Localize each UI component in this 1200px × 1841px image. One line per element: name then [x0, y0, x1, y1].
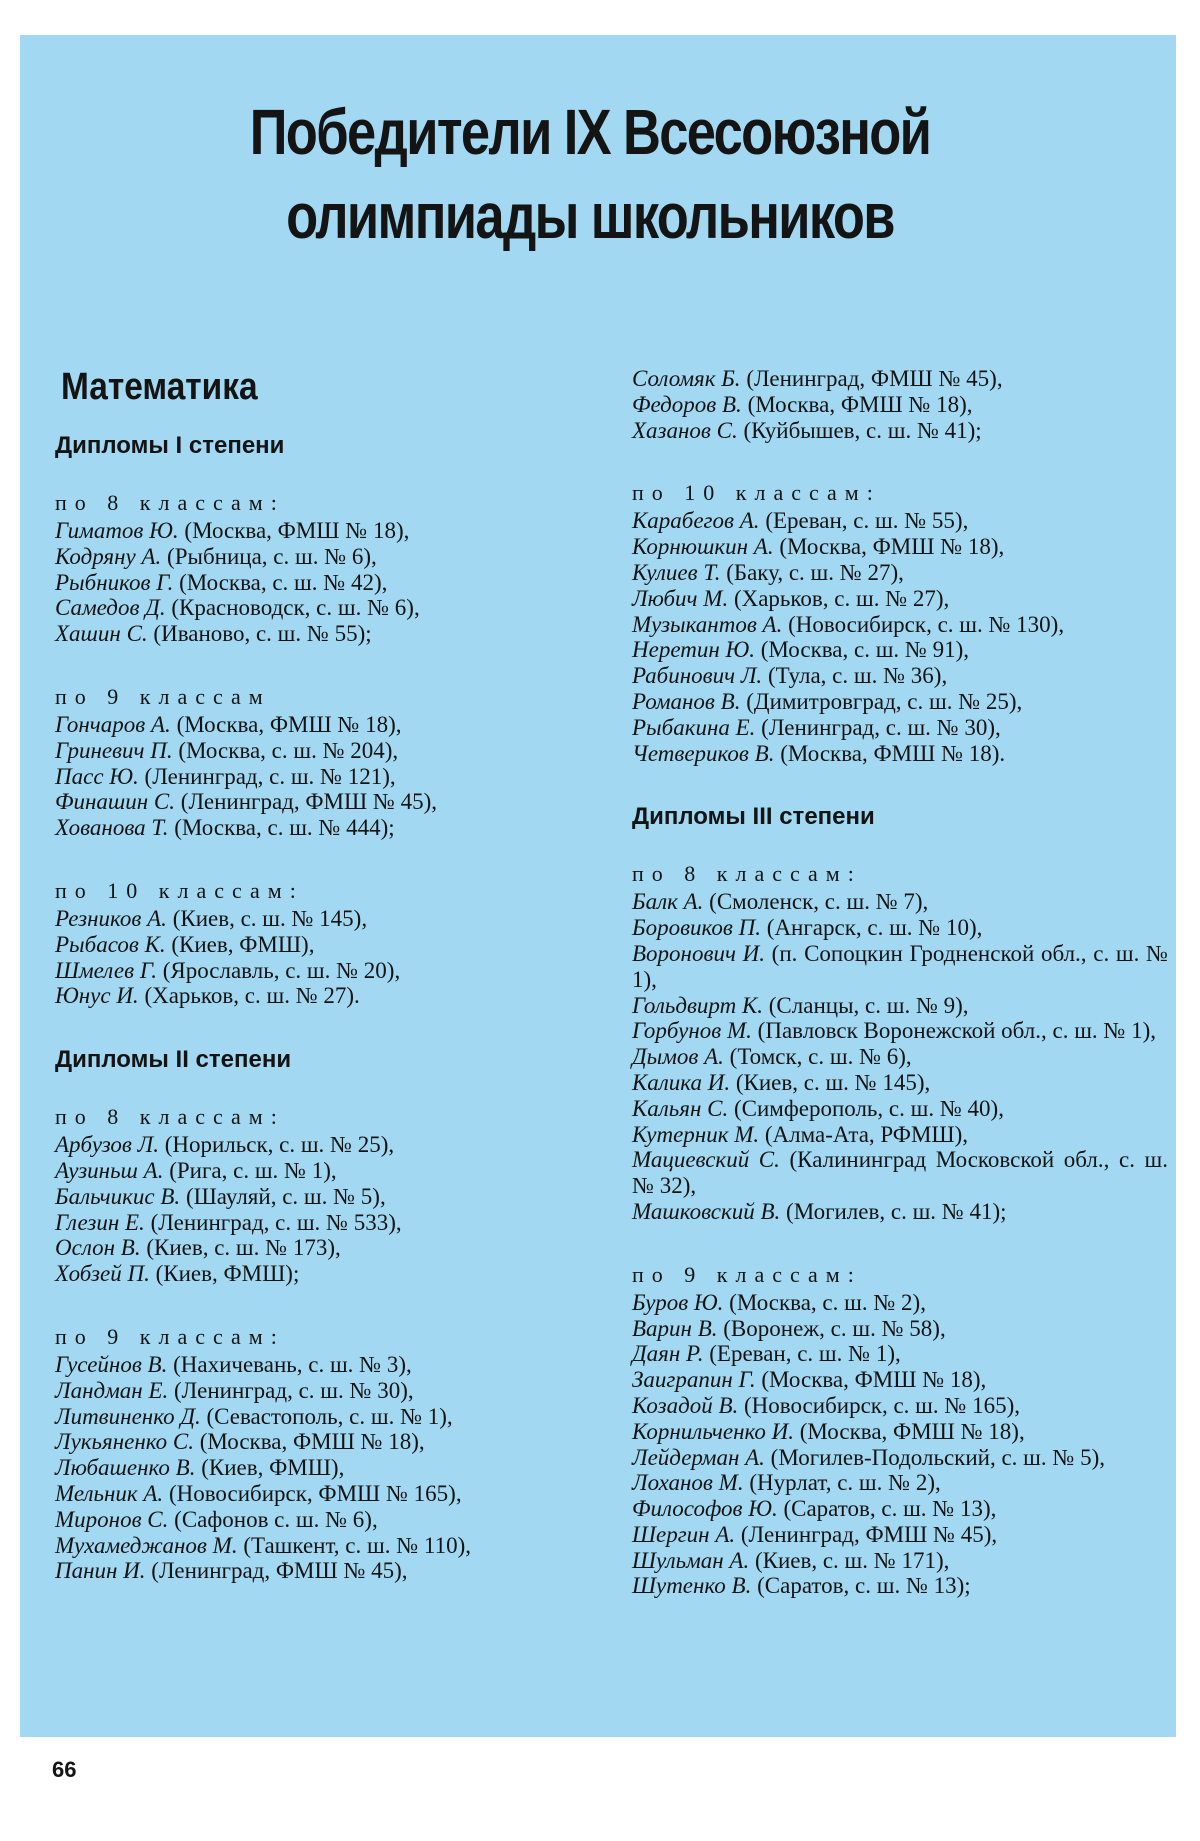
winner-entry — [55, 983, 595, 1009]
winner-entry — [632, 663, 1168, 689]
winner-entry — [632, 1290, 1168, 1316]
class-heading: по 10 классам: — [632, 480, 881, 506]
winner-name: Юнус И. — [55, 983, 139, 1009]
winner-name: Лукьяненко С. — [55, 1429, 194, 1455]
winner-name: Корнильченко И. — [632, 1418, 795, 1444]
winner-name: Федоров В. — [632, 391, 742, 417]
winner-name: Гусейнов В. — [55, 1351, 168, 1377]
left-column — [55, 365, 595, 1620]
winner-name: Гольдвирт К. — [632, 992, 764, 1018]
winner-name: Гиматов Ю. — [55, 518, 179, 543]
winner-school: (Москва, ФМШ № 18), — [747, 391, 973, 417]
winner-school: (Киев, с. ш. № 171), — [754, 1547, 950, 1573]
winner-entry — [632, 889, 1168, 915]
winner-name: Хобзей П. — [55, 1261, 150, 1287]
winner-school: (Баку, с. ш. № 27), — [726, 559, 904, 585]
subject-heading: Математика — [61, 366, 258, 408]
winner-entry — [632, 637, 1168, 663]
winner-entry — [632, 534, 1168, 560]
winner-school: (Москва, с. ш. № 204), — [178, 737, 399, 763]
winner-name: Ландман Е. — [55, 1377, 169, 1403]
winner-entry — [55, 1558, 595, 1584]
winner-entry — [632, 1522, 1168, 1548]
winner-entry — [55, 1481, 595, 1507]
diploma-heading: Дипломы I степени — [55, 432, 285, 459]
winner-entry — [55, 621, 595, 647]
winner-name: Буров Ю. — [632, 1289, 724, 1315]
winner-name: Лоханов М. — [632, 1470, 744, 1496]
winner-entry — [55, 1507, 595, 1533]
page-title — [106, 90, 1074, 258]
winner-school: (Москва, ФМШ № 18). — [780, 740, 1006, 766]
winner-school: (Ленинград, ФМШ № 45), — [151, 1558, 408, 1584]
winner-name: Кутерник М. — [632, 1121, 760, 1147]
diploma-heading: Дипломы II степени — [55, 1046, 292, 1074]
winner-entry — [632, 1470, 1168, 1496]
winner-school: (Москва, с. ш. № 42), — [179, 569, 388, 595]
winner-school: (Ташкент, с. ш. № 110), — [243, 1532, 471, 1558]
winner-entry — [55, 1378, 595, 1404]
class-group — [632, 1261, 1168, 1600]
class-heading: по 8 классам: — [55, 1104, 285, 1130]
winner-school: (Нахичевань, с. ш. № 3), — [173, 1351, 412, 1377]
class-group — [632, 479, 1168, 766]
winner-school: (Харьков, с. ш. № 27), — [733, 585, 950, 611]
winner-entry — [55, 570, 595, 596]
winner-entry — [632, 392, 1168, 418]
winner-name: Ослон В. — [55, 1235, 141, 1261]
winner-entry — [632, 1573, 1168, 1599]
winner-school: (Москва, ФМШ № 18), — [761, 1367, 987, 1393]
winner-school: (Сланцы, с. ш. № 9), — [768, 992, 969, 1018]
winner-entry — [55, 1132, 595, 1158]
winner-school: (Ленинград, с. ш. № 533), — [150, 1209, 402, 1235]
winner-name: Кулиев Т. — [632, 559, 721, 585]
winner-school: (Симферополь, с. ш. № 40), — [733, 1095, 1004, 1121]
winner-name: Глезин Е. — [55, 1209, 145, 1235]
winner-name: Хованова Т. — [55, 815, 169, 841]
winner-school: (Калининград Московской обл., с. ш. № 32), — [632, 1147, 1169, 1199]
winner-name: Гриневич П. — [55, 737, 173, 763]
winner-school: (Киев, с. ш. № 145), — [735, 1069, 931, 1095]
winner-entry — [632, 1341, 1168, 1367]
winner-entry — [632, 689, 1168, 715]
winner-name: Корнюшкин А. — [632, 534, 774, 560]
winner-school: (Иваново, с. ш. № 55); — [153, 621, 372, 647]
winner-name: Соломяк Б. — [632, 366, 741, 391]
winner-entry — [632, 586, 1168, 612]
winner-school: (Красноводск, с. ш. № 6), — [171, 595, 420, 621]
winner-name: Пасс Ю. — [55, 763, 139, 789]
winner-name: Карабегов А. — [632, 508, 760, 534]
winner-school: (Москва, с. ш. № 2), — [729, 1289, 926, 1315]
winner-entry — [55, 1158, 595, 1184]
winner-school: (Ленинград, ФМШ № 45), — [740, 1521, 998, 1547]
winner-name: Самедов Д. — [55, 595, 166, 621]
winner-entry — [55, 1210, 595, 1236]
winner-school: (Ленинград, с. ш. № 30), — [761, 714, 1001, 740]
class-heading: по 8 классам: — [55, 490, 285, 515]
winner-school: (Москва, ФМШ № 18), — [184, 518, 410, 543]
winner-entry — [632, 941, 1168, 993]
winner-school: (Киев, ФМШ), — [201, 1455, 345, 1481]
winner-entry — [632, 1044, 1168, 1070]
winner-entry — [632, 993, 1168, 1019]
winner-school: (Ленинград, ФМШ № 45), — [746, 366, 1003, 391]
winner-school: (Сафонов с. ш. № 6), — [174, 1506, 378, 1532]
winner-entry — [632, 1199, 1168, 1225]
winner-name: Бальчикис В. — [55, 1183, 181, 1209]
winner-school: (Куйбышев, с. ш. № 41); — [743, 417, 982, 443]
winner-entry — [55, 1429, 595, 1455]
winner-entry — [632, 1419, 1168, 1445]
winner-name: Машковский В. — [632, 1198, 781, 1224]
winner-school: (Киев, ФМШ), — [171, 931, 315, 957]
winner-school: (Рига, с. ш. № 1), — [169, 1157, 337, 1183]
winner-school: (Тула, с. ш. № 36), — [767, 663, 948, 689]
winner-name: Шутенко В. — [632, 1573, 752, 1599]
winner-name: Миронов С. — [55, 1506, 169, 1532]
winner-name: Горбунов М. — [632, 1018, 752, 1044]
winner-name: Хашин С. — [55, 621, 148, 647]
winner-name: Арбузов Л. — [55, 1132, 159, 1158]
winner-entry — [632, 1316, 1168, 1342]
winner-school: (Новосибирск, с. ш. № 165), — [744, 1392, 1020, 1418]
winner-name: Кальян С. — [632, 1095, 729, 1121]
winner-entry — [632, 915, 1168, 941]
winner-school: (Томск, с. ш. № 6), — [729, 1044, 912, 1070]
winner-school: (Ленинград, ФМШ № 45), — [180, 789, 438, 815]
winner-entry — [632, 1070, 1168, 1096]
winner-entry — [55, 1404, 595, 1430]
winner-name: Романов В. — [632, 688, 741, 714]
winner-name: Неретин Ю. — [632, 637, 755, 663]
winner-name: Рыбасов К. — [55, 931, 166, 957]
winner-school: (Москва, ФМШ № 18), — [779, 534, 1005, 560]
winner-name: Козадой В. — [632, 1392, 739, 1418]
winner-name: Шульман А. — [632, 1547, 750, 1573]
winner-name: Музыкантов А. — [632, 611, 783, 637]
class-group — [55, 877, 595, 1009]
winner-name: Четвериков В. — [632, 740, 775, 766]
class-group — [632, 366, 1168, 443]
winner-school: (Алма-Ата, РФМШ), — [764, 1121, 969, 1147]
winner-name: Шергин А. — [632, 1521, 736, 1547]
winner-school: (Ереван, с. ш. № 1), — [709, 1341, 901, 1367]
class-group — [632, 860, 1168, 1224]
winner-school: (Могилев, с. ш. № 41); — [786, 1198, 1007, 1224]
winner-entry — [632, 1018, 1168, 1044]
winner-school: (Москва, с. ш. № 444); — [174, 815, 395, 841]
title-line-2: олимпиады школьников — [286, 180, 894, 252]
winner-school: (Норильск, с. ш. № 25), — [164, 1132, 395, 1158]
title-line-1: Победители IX Всесоюзной — [249, 96, 931, 168]
winner-entry — [55, 738, 595, 764]
class-heading: по 9 классам — [55, 683, 271, 709]
winner-school: (Харьков, с. ш. № 27). — [144, 983, 360, 1009]
winner-school: (Киев, с. ш. № 145), — [172, 905, 368, 931]
winner-entry — [632, 418, 1168, 444]
winner-school: (Севастополь, с. ш. № 1), — [206, 1403, 453, 1429]
winner-name: Любич М. — [632, 585, 729, 611]
class-heading: по 8 классам: — [632, 861, 862, 887]
winner-school: (Новосибирск, ФМШ № 165), — [168, 1480, 462, 1506]
winner-school: (Ярославль, с. ш. № 20), — [162, 957, 401, 983]
class-heading: по 10 классам: — [55, 877, 304, 903]
winner-name: Резников А. — [55, 905, 167, 931]
winner-school: (Воронеж, с. ш. № 58), — [723, 1315, 946, 1341]
winner-school: (Рыбница, с. ш. № 6), — [167, 543, 377, 569]
winner-name: Рыбников Г. — [55, 569, 174, 595]
winner-entry — [55, 1235, 595, 1261]
winner-entry — [55, 1184, 595, 1210]
winner-entry — [632, 1147, 1168, 1199]
class-group — [55, 1323, 595, 1584]
winner-name: Даян Р. — [632, 1341, 704, 1367]
winner-entry — [632, 1445, 1168, 1471]
winner-entry — [55, 1261, 595, 1287]
winner-entry — [632, 1393, 1168, 1419]
winner-school: (Киев, с. ш. № 173), — [146, 1235, 341, 1261]
winner-name: Лейдерман А. — [632, 1444, 765, 1470]
winner-entry — [55, 764, 595, 790]
winner-name: Дымов А. — [632, 1044, 724, 1070]
class-group — [55, 683, 595, 841]
winner-school: (Ереван, с. ш. № 55), — [765, 508, 969, 534]
winner-name: Шмелев Г. — [55, 957, 157, 983]
winner-entry — [632, 1367, 1168, 1393]
page-number: 66 — [52, 1757, 77, 1782]
winner-entry — [55, 789, 595, 815]
winner-entry — [632, 366, 1168, 392]
winner-entry — [632, 1122, 1168, 1148]
winner-name: Гончаров А. — [55, 711, 171, 737]
winner-entry — [55, 518, 595, 544]
winner-name: Рабинович Л. — [632, 663, 763, 689]
winner-name: Мухамеджанов М. — [55, 1532, 238, 1558]
right-column — [632, 366, 1168, 1635]
winner-name: Боровиков П. — [632, 915, 762, 941]
winner-name: Литвиненко Д. — [55, 1403, 201, 1429]
winner-school: (Москва, ФМШ № 18), — [176, 711, 402, 737]
winner-entry — [632, 1096, 1168, 1122]
winner-name: Аузиньш А. — [55, 1157, 164, 1183]
winner-school: (п. Сопоцкин Гродненской обл., с. ш. № 1), — [632, 940, 1168, 992]
winner-school: (Могилев-Подольский, с. ш. № 5), — [770, 1444, 1105, 1470]
winner-school: (Москва, с. ш. № 91), — [760, 637, 970, 663]
winner-entry — [55, 712, 595, 738]
winner-school: (Димитровград, с. ш. № 25), — [746, 688, 1023, 714]
winner-name: Воронович И. — [632, 940, 765, 966]
winner-school: (Нурлат, с. ш. № 2), — [749, 1470, 941, 1496]
winner-name: Любашенко В. — [55, 1455, 196, 1481]
winner-entry — [632, 560, 1168, 586]
winner-name: Панин И. — [55, 1558, 146, 1584]
winner-entry — [55, 1455, 595, 1481]
winner-name: Кодряну А. — [55, 543, 162, 569]
winner-name: Финашин С. — [55, 789, 176, 815]
diploma-heading: Дипломы III степени — [632, 803, 875, 831]
winner-school: (Саратов, с. ш. № 13); — [757, 1573, 971, 1599]
winner-school: (Киев, ФМШ); — [155, 1261, 300, 1287]
winner-school: (Саратов, с. ш. № 13), — [783, 1496, 997, 1522]
class-heading: по 9 классам: — [632, 1261, 862, 1287]
winner-name: Калика И. — [632, 1069, 731, 1095]
winner-school: (Ленинград, с. ш. № 121), — [144, 763, 396, 789]
winner-entry — [632, 1548, 1168, 1574]
class-group — [55, 1103, 595, 1287]
winner-name: Философов Ю. — [632, 1496, 778, 1522]
winner-entry — [632, 741, 1168, 767]
winner-entry — [55, 1533, 595, 1559]
winner-entry — [55, 1352, 595, 1378]
winner-entry — [55, 815, 595, 841]
winner-name: Заиграпин Г. — [632, 1367, 756, 1393]
winner-entry — [632, 1496, 1168, 1522]
winner-school: (Смоленск, с. ш. № 7), — [709, 889, 929, 915]
winner-school: (Шауляй, с. ш. № 5), — [185, 1183, 386, 1209]
winner-entry — [55, 906, 595, 932]
winner-entry — [632, 612, 1168, 638]
winner-entry — [632, 715, 1168, 741]
class-group — [55, 489, 595, 647]
winner-school: (Ангарск, с. ш. № 10), — [766, 915, 983, 941]
winner-entry — [55, 544, 595, 570]
winner-entry — [55, 958, 595, 984]
winner-school: (Новосибирск, с. ш. № 130), — [788, 611, 1065, 637]
winner-name: Хазанов С. — [632, 417, 738, 443]
winner-entry — [632, 508, 1168, 534]
winner-school: (Павловск Воронежской обл., с. ш. № 1), — [757, 1018, 1157, 1044]
winner-school: (Москва, ФМШ № 18), — [199, 1429, 425, 1455]
winner-name: Рыбакина Е. — [632, 714, 756, 740]
winner-entry — [55, 595, 595, 621]
winner-name: Балк А. — [632, 889, 704, 915]
winner-school: (Москва, ФМШ № 18), — [799, 1418, 1025, 1444]
winner-name: Варин В. — [632, 1315, 718, 1341]
winner-name: Мельник А. — [55, 1480, 164, 1506]
winner-entry — [55, 932, 595, 958]
winner-school: (Ленинград, с. ш. № 30), — [174, 1377, 414, 1403]
class-heading: по 9 классам: — [55, 1323, 285, 1349]
winner-name: Мациевский С. — [632, 1147, 780, 1173]
